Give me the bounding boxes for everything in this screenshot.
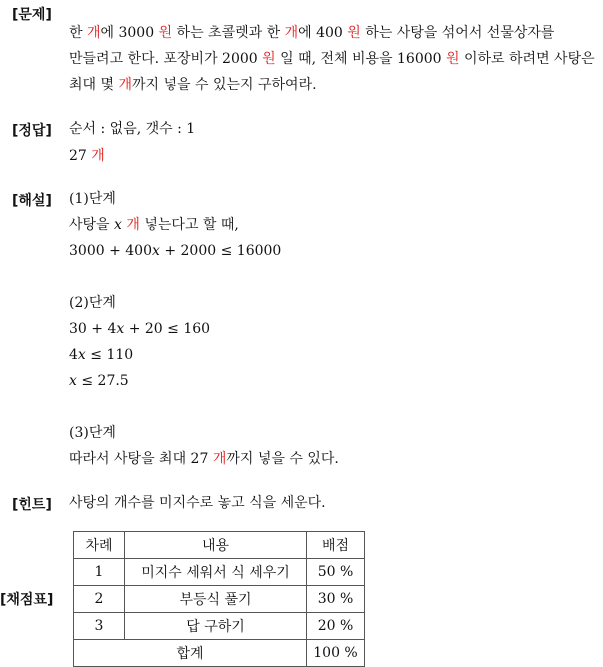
scoring-table: [73, 531, 365, 667]
unit-count: 개: [121, 217, 140, 233]
header-order: 차례: [74, 532, 125, 559]
problem-section-label: [문제]: [12, 7, 52, 23]
answer-section-label: [정답]: [12, 123, 52, 139]
step3-conclusion: 따라서 사탕을 최대 27 개까지 넣을 수 있다.: [69, 451, 339, 467]
unit-won: 원: [158, 25, 173, 41]
row-score: 20 %: [307, 613, 365, 640]
row-content: 부등식 풀기: [125, 586, 307, 613]
total-label: 합계: [74, 640, 307, 667]
total-score: 100 %: [307, 640, 365, 667]
row-order: 3: [74, 613, 125, 640]
answer-value: 27 개: [69, 148, 105, 164]
table-total-row: [74, 640, 365, 667]
unit-won: 원: [446, 51, 460, 67]
explanation-section-label: [해설]: [12, 193, 52, 209]
problem-line-3: 최대 몇 개까지 넣을 수 있는지 구하여라.: [69, 77, 317, 93]
variable-x: x: [114, 217, 122, 233]
problem-line-1: 한 개에 3000 원 하는 초콜렛과 한 개에 400 원 하는 사탕을 섞어서 선물상자를: [69, 25, 555, 41]
table-row: [74, 613, 365, 640]
variable-x: x: [69, 373, 77, 389]
row-score: 30 %: [307, 586, 365, 613]
unit-count: 개: [91, 148, 105, 164]
row-order: 1: [74, 559, 125, 586]
header-score: 배점: [307, 532, 365, 559]
table-header-row: [74, 532, 365, 559]
step1-statement: 사탕을 x 개 넣는다고 할 때,: [69, 217, 239, 233]
step2-equation-3: x ≤ 27.5: [69, 373, 129, 389]
hint-section-label: [힌트]: [12, 497, 52, 513]
unit-count: 개: [86, 25, 101, 41]
unit-won: 원: [347, 25, 361, 41]
table-row: [74, 559, 365, 586]
step1-title: (1)단계: [69, 191, 116, 207]
step2-equation-1: 30 + 4x + 20 ≤ 160: [69, 321, 211, 337]
variable-x: x: [77, 347, 86, 363]
scoring-section-label: [채점표]: [0, 592, 54, 608]
step3-title: (3)단계: [69, 425, 116, 441]
unit-count: 개: [118, 77, 133, 93]
header-content: 내용: [125, 532, 307, 559]
step2-equation-2: 4x ≤ 110: [69, 347, 134, 363]
table-row: [74, 586, 365, 613]
answer-meta: 순서 : 없음, 갯수 : 1: [69, 121, 196, 137]
step2-title: (2)단계: [69, 295, 116, 311]
unit-won: 원: [262, 51, 276, 67]
row-order: 2: [74, 586, 125, 613]
row-content: 답 구하기: [125, 613, 307, 640]
row-content: 미지수 세워서 식 세우기: [125, 559, 307, 586]
unit-count: 개: [212, 451, 227, 467]
hint-text: 사탕의 개수를 미지수로 놓고 식을 세운다.: [69, 495, 326, 511]
unit-count: 개: [284, 25, 299, 41]
variable-x: x: [116, 321, 125, 337]
variable-x: x: [151, 243, 160, 259]
problem-line-2: 만들려고 한다. 포장비가 2000 원 일 때, 전체 비용을 16000 원 이하로 하려면 사탕은: [69, 51, 595, 67]
row-score: 50 %: [307, 559, 365, 586]
step1-equation: 3000 + 400x + 2000 ≤ 16000: [69, 243, 282, 259]
